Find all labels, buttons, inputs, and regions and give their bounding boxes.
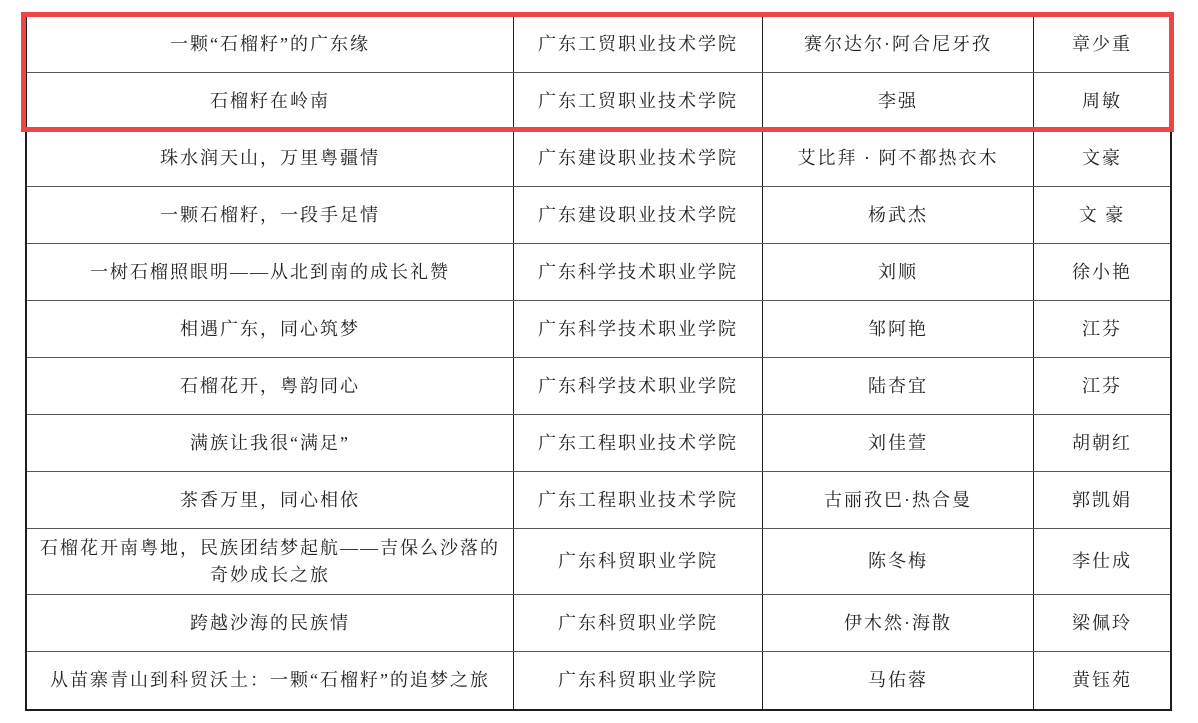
advisor-cell: 胡朝红 — [1072, 432, 1132, 453]
table-row — [27, 652, 1170, 709]
school-cell: 广东科贸职业学院 — [514, 595, 763, 651]
work-title-cell: 相遇广东，同心筑梦 — [27, 301, 514, 357]
author-cell: 马佑蓉 — [763, 652, 1034, 709]
school-cell: 广东科贸职业学院 — [514, 652, 763, 709]
work-title-cell: 一颗石榴籽，一段手足情 — [27, 187, 514, 243]
advisor-cell: 文豪 — [1082, 147, 1122, 168]
work-title-cell: 一树石榴照眼明——从北到南的成长礼赞 — [27, 244, 514, 300]
school-cell: 广东建设职业技术学院 — [514, 187, 763, 243]
work-title-cell: 跨越沙海的民族情 — [27, 595, 514, 651]
advisor-cell: 章少重 — [1072, 33, 1132, 54]
school-cell: 广东工贸职业技术学院 — [514, 73, 763, 129]
advisor-cell: 梁佩玲 — [1072, 612, 1132, 633]
table-row — [27, 187, 1170, 244]
author-cell: 李强 — [763, 73, 1034, 129]
author-cell: 邹阿艳 — [763, 301, 1034, 357]
school-cell: 广东工程职业技术学院 — [514, 415, 763, 471]
table-row — [27, 415, 1170, 472]
work-title-cell: 石榴花开，粤韵同心 — [27, 358, 514, 414]
advisor-cell: 周敏 — [1082, 90, 1122, 111]
work-title-cell: 石榴籽在岭南 — [27, 73, 514, 129]
advisor-cell: 徐小艳 — [1072, 261, 1132, 282]
table-row — [27, 16, 1170, 73]
advisor-cell: 郭凯娟 — [1072, 489, 1132, 510]
school-cell: 广东建设职业技术学院 — [514, 130, 763, 186]
author-cell: 刘佳萱 — [763, 415, 1034, 471]
table-row — [27, 529, 1170, 595]
school-cell: 广东科学技术职业学院 — [514, 301, 763, 357]
author-cell: 古丽孜巴·热合曼 — [763, 472, 1034, 528]
work-title-cell: 从苗寨青山到科贸沃土：一颗“石榴籽”的追梦之旅 — [27, 652, 514, 709]
work-title-cell: 石榴花开南粤地，民族团结梦起航——吉保么沙落的奇妙成长之旅 — [27, 529, 514, 594]
table-row — [27, 595, 1170, 652]
table-row — [27, 358, 1170, 415]
table-row — [27, 244, 1170, 301]
award-table — [25, 14, 1172, 711]
school-cell: 广东科学技术职业学院 — [514, 244, 763, 300]
work-title-cell: 一颗“石榴籽”的广东缘 — [27, 16, 514, 72]
school-cell: 广东科贸职业学院 — [514, 529, 763, 594]
author-cell: 伊木然·海散 — [763, 595, 1034, 651]
table-row — [27, 73, 1170, 130]
school-cell: 广东工贸职业技术学院 — [514, 16, 763, 72]
advisor-cell: 李仕成 — [1072, 551, 1132, 572]
advisor-cell: 江芬 — [1082, 318, 1122, 339]
work-title-cell: 满族让我很“满足” — [27, 415, 514, 471]
advisor-cell: 文 豪 — [1078, 204, 1126, 225]
work-title-cell: 茶香万里，同心相依 — [27, 472, 514, 528]
advisor-cell: 黄钰苑 — [1072, 670, 1132, 691]
author-cell: 杨武杰 — [763, 187, 1034, 243]
work-title-cell: 珠水润天山，万里粤疆情 — [27, 130, 514, 186]
table-row — [27, 472, 1170, 529]
school-cell: 广东工程职业技术学院 — [514, 472, 763, 528]
author-cell: 陆杏宜 — [763, 358, 1034, 414]
author-cell: 陈冬梅 — [763, 529, 1034, 594]
school-cell: 广东科学技术职业学院 — [514, 358, 763, 414]
author-cell: 艾比拜 · 阿不都热衣木 — [763, 130, 1034, 186]
table-row — [27, 130, 1170, 187]
author-cell: 刘顺 — [763, 244, 1034, 300]
table-row — [27, 301, 1170, 358]
author-cell: 赛尔达尔·阿合尼牙孜 — [763, 16, 1034, 72]
advisor-cell: 江芬 — [1082, 375, 1122, 396]
